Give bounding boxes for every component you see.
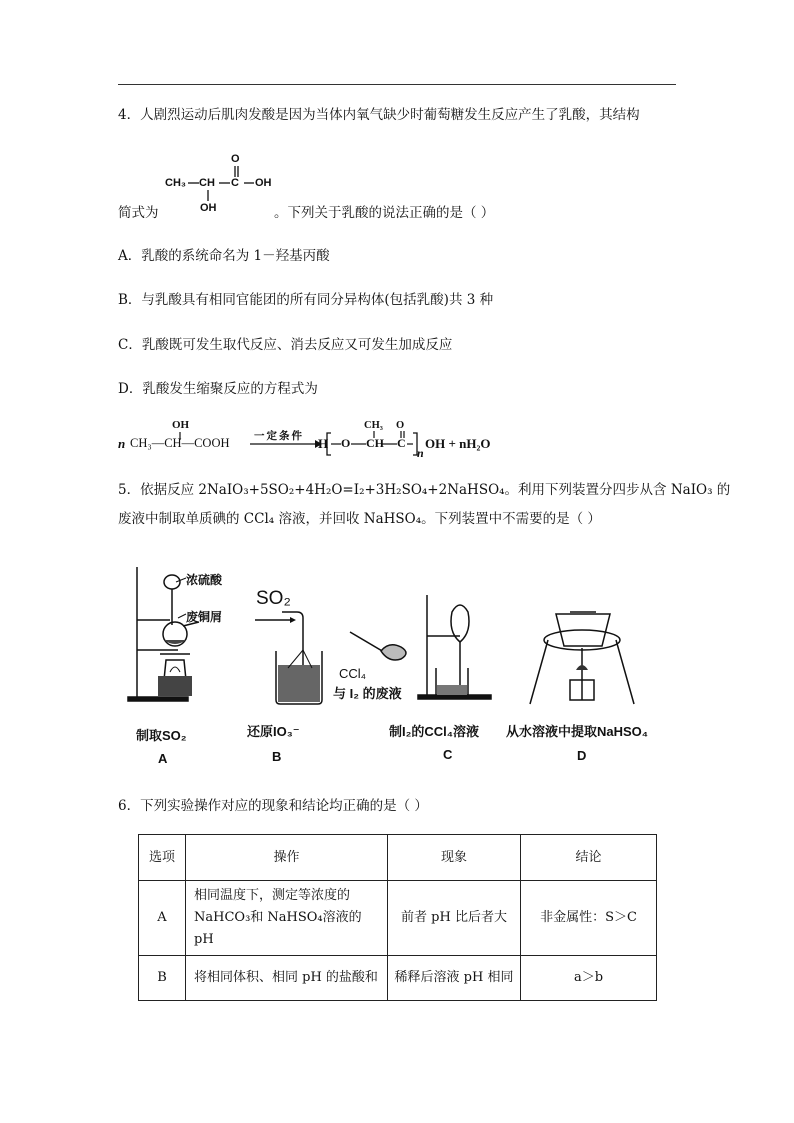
label-ccl4: CCl₄: [339, 666, 366, 681]
label-so2: SO₂: [256, 588, 291, 609]
q4-option-d: D．乳酸发生缩聚反应的方程式为: [118, 381, 318, 397]
row-option: B: [139, 956, 186, 1001]
row-phenomenon: 前者 pH 比后者大: [388, 881, 521, 956]
row-phenomenon: 稀释后溶液 pH 相同: [388, 956, 521, 1001]
header-conclusion: 结论: [521, 835, 657, 881]
letter-b: B: [272, 749, 282, 764]
row-operation: 相同温度下，测定等浓度的 NaHCO₃和 NaHSO₄溶液的 pH: [186, 881, 388, 956]
row-conclusion: 非金属性：S＞C: [521, 881, 657, 956]
caption-a: 制取SO₂: [136, 728, 187, 743]
q4-option-c: C．乳酸既可发生取代反应、消去反应又可发生加成反应: [118, 337, 453, 353]
header-phenomenon: 现象: [388, 835, 521, 881]
q4-stem: 4．人剧烈运动后肌肉发酸是因为当体内氧气缺少时葡萄糖发生反应产生了乳酸，其结构: [118, 107, 640, 123]
q5-line2: 废液中制取单质碘的 CCl₄ 溶液，并回收 NaHSO₄。下列装置中不需要的是（ ）: [118, 511, 601, 527]
header-option: 选项: [139, 835, 186, 881]
row-option: A: [139, 881, 186, 956]
row-conclusion: a＞b: [521, 956, 657, 1001]
q4-lead: 简式为: [118, 205, 159, 221]
q4-option-b: B．与乳酸具有相同官能团的所有同分异构体(包括乳酸)共 3 种: [118, 292, 494, 308]
letter-a: A: [158, 751, 168, 766]
label-iodine-waste: 与 I₂ 的废液: [333, 686, 402, 701]
label-conc-sulfuric-acid: 浓硫酸: [186, 573, 223, 587]
q6-table: [138, 834, 657, 1001]
table-row: [139, 881, 657, 956]
letter-c: C: [443, 747, 453, 762]
caption-c: 制I₂的CCl₄溶液: [389, 724, 479, 739]
header-operation: 操作: [186, 835, 388, 881]
caption-d: 从水溶液中提取NaHSO₄: [506, 724, 648, 739]
row-operation: 将相同体积、相同 pH 的盐酸和: [186, 956, 388, 1001]
q4-tail: 。下列关于乳酸的说法正确的是（ ）: [274, 205, 495, 221]
q6-stem: 6．下列实验操作对应的现象和结论均正确的是（ ）: [118, 798, 428, 814]
table-header-row: [139, 835, 657, 881]
label-waste-copper: 废铜屑: [186, 610, 223, 624]
caption-b: 还原IO₃⁻: [247, 724, 300, 739]
letter-d: D: [577, 748, 587, 763]
table-row: [139, 956, 657, 1001]
q4-option-a: A．乳酸的系统命名为 1－羟基丙酸: [118, 248, 330, 264]
q5-line1: 5．依据反应 2NaIO₃+5SO₂+4H₂O=I₂+3H₂SO₄+2NaHSO₄。利用下列装置分四步从含 NaIO₃ 的: [118, 482, 731, 498]
